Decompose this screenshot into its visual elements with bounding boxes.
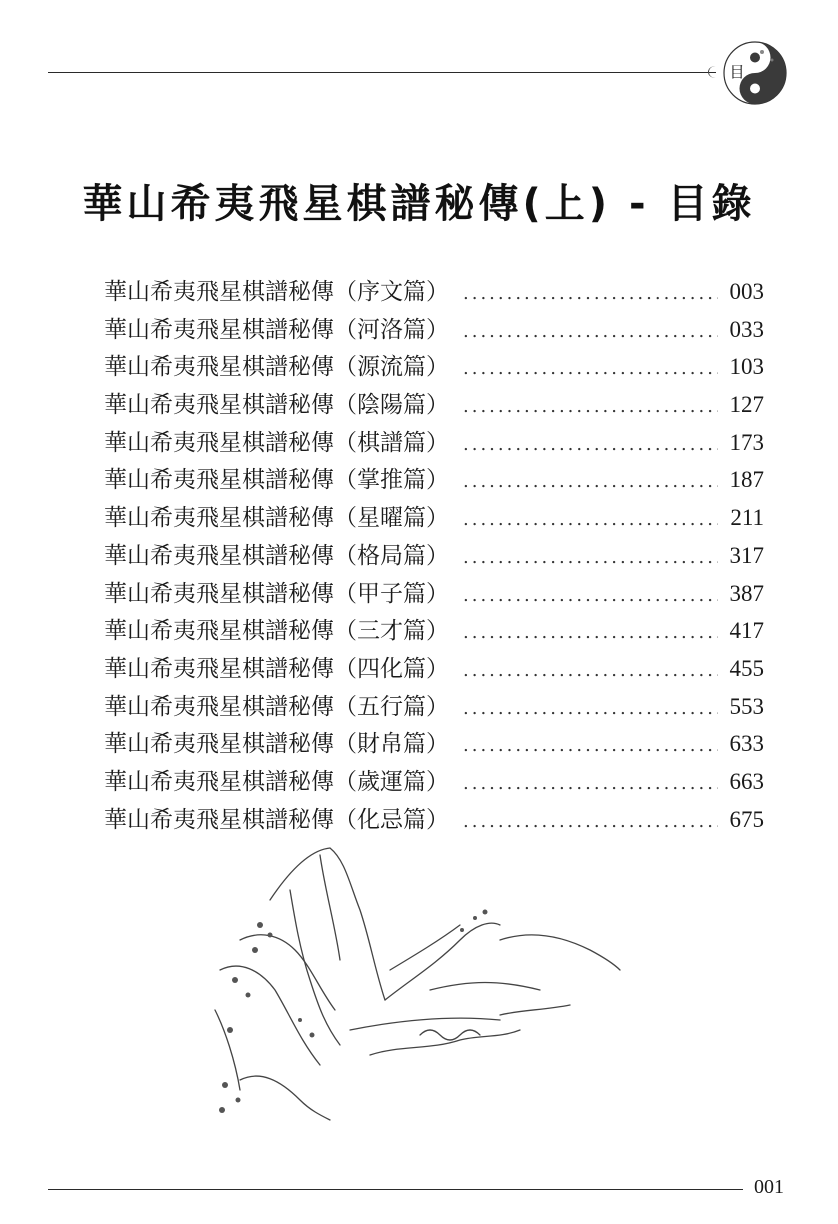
toc-entry <box>104 725 764 763</box>
toc-entry-page: 187 <box>729 467 764 493</box>
toc-entry-label: 華山希夷飛星棋譜秘傳（三才篇） <box>104 618 449 645</box>
toc-entry-label: 華山希夷飛星棋譜秘傳（源流篇） <box>104 354 449 381</box>
toc-entry <box>104 461 764 499</box>
toc-leader-dots <box>463 577 718 615</box>
toc-entry-label: 華山希夷飛星棋譜秘傳（掌推篇） <box>104 467 449 494</box>
toc-entry-label: 華山希夷飛星棋譜秘傳（星曜篇） <box>104 505 449 532</box>
toc-entry-label: 華山希夷飛星棋譜秘傳（甲子篇） <box>104 580 449 607</box>
toc-leader-dots <box>463 426 718 464</box>
toc-entry-label: 華山希夷飛星棋譜秘傳（序文篇） <box>104 279 449 305</box>
toc-entry <box>104 499 764 537</box>
toc-entry-label: 華山希夷飛星棋譜秘傳（棋譜篇） <box>104 429 449 456</box>
toc-leader-dots <box>463 727 718 765</box>
toc-entry-label: 華山希夷飛星棋譜秘傳（財帛篇） <box>104 731 449 758</box>
toc-leader-dots <box>463 463 718 501</box>
toc-entry <box>104 424 764 462</box>
toc-entry-page: 211 <box>730 505 764 531</box>
toc-leader-dots <box>463 350 718 388</box>
header-rule-end <box>708 66 723 78</box>
toc-entry-page: 317 <box>729 542 764 568</box>
page-title: 華山希夷飛星棋譜秘傳(上) - 目錄 <box>82 181 756 227</box>
toc-entry <box>104 650 764 688</box>
mountain-landscape-icon <box>200 830 640 1130</box>
toc-entry-page: 675 <box>729 806 764 832</box>
toc-entry <box>104 386 764 424</box>
toc-entry-label: 華山希夷飛星棋譜秘傳（四化篇） <box>104 655 449 682</box>
toc-leader-dots <box>463 539 718 577</box>
toc-entry-label: 華山希夷飛星棋譜秘傳（河洛篇） <box>104 316 449 343</box>
toc-entry-label: 華山希夷飛星棋譜秘傳（陰陽篇） <box>104 392 449 419</box>
toc-entry-label: 華山希夷飛星棋譜秘傳（歲運篇） <box>104 768 449 795</box>
toc-entry-page: 003 <box>729 279 764 304</box>
toc-entry <box>104 763 764 801</box>
toc-entry-page: 173 <box>729 429 764 455</box>
emblem-label: 目 <box>729 63 745 81</box>
toc-entry <box>104 311 764 349</box>
toc-entry-page: 387 <box>729 580 764 606</box>
toc-leader-dots <box>463 690 718 728</box>
toc-entry-page: 553 <box>729 693 764 719</box>
toc-entry-page: 417 <box>729 618 764 644</box>
toc-leader-dots <box>463 388 718 426</box>
toc-leader-dots <box>463 501 718 539</box>
toc-entry-label: 華山希夷飛星棋譜秘傳（五行篇） <box>104 693 449 720</box>
toc-entry <box>104 612 764 650</box>
footer-rule <box>48 1189 743 1190</box>
toc-entry-page: 127 <box>729 392 764 418</box>
toc-entry <box>104 348 764 386</box>
toc-entry-label: 華山希夷飛星棋譜秘傳（格局篇） <box>104 542 449 569</box>
toc-leader-dots <box>463 614 718 652</box>
toc-entry <box>104 273 764 311</box>
toc-entry-page: 033 <box>729 316 764 342</box>
toc-entry-page: 663 <box>729 768 764 794</box>
toc-entry-page: 455 <box>729 655 764 681</box>
toc-entry-label: 華山希夷飛星棋譜秘傳（化忌篇） <box>104 806 449 833</box>
header-rule <box>48 72 716 73</box>
toc-entry <box>104 575 764 613</box>
toc-entry <box>104 688 764 726</box>
toc-leader-dots <box>463 652 718 690</box>
toc-leader-dots <box>463 313 718 351</box>
page-number: 001 <box>754 1176 784 1198</box>
toc-entry <box>104 537 764 575</box>
toc-entry-page: 103 <box>729 354 764 380</box>
toc-entry-page: 633 <box>729 731 764 757</box>
toc-leader-dots <box>463 765 718 803</box>
toc-leader-dots <box>463 275 718 313</box>
table-of-contents <box>104 273 764 838</box>
